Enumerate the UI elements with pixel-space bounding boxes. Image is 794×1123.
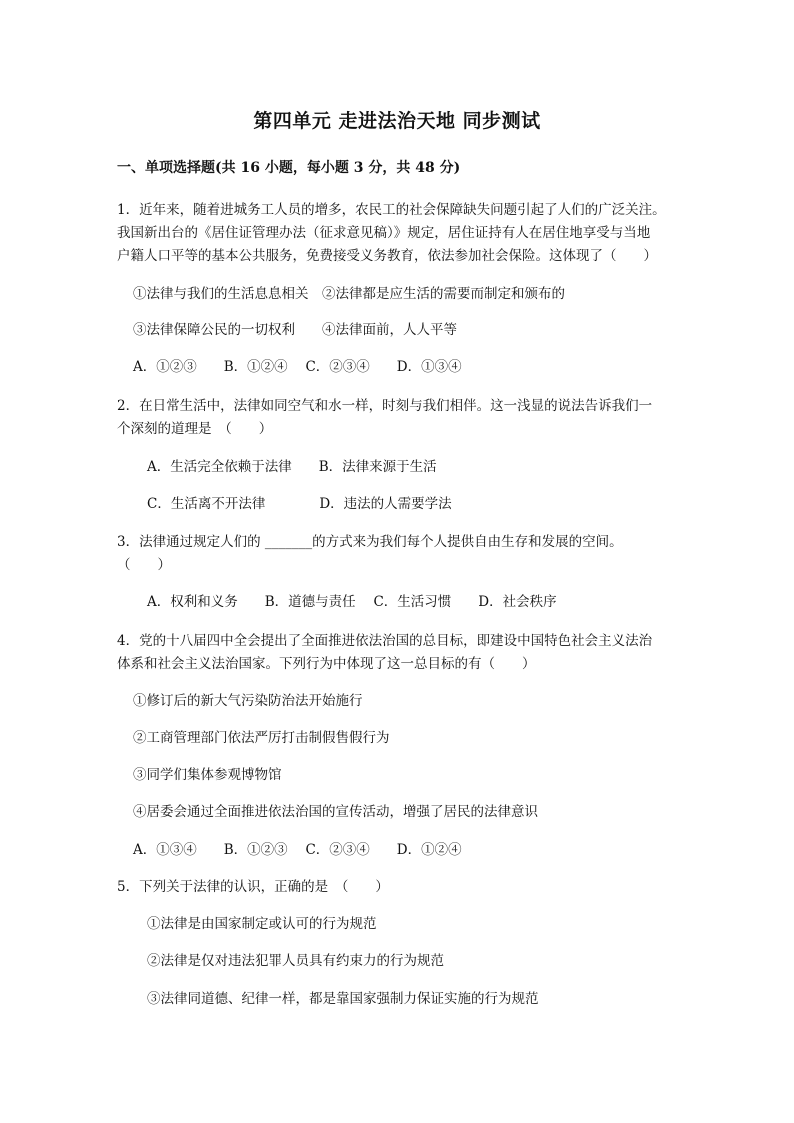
question-3-stem-line-1: 3．法律通过规定人们的 _______的方式来为我们每个人提供自由生存和发展的空间。 [117, 534, 623, 550]
question-1-stem-line-3: 户籍人口平等的基本公共服务，免费接受义务教育，依法参加社会保险。这体现了（ ） [117, 248, 657, 264]
question-2-options-row-1: A．生活完全依赖于法律 B．法律来源于生活 [147, 459, 437, 475]
question-3-stem-line-2: （ ） [117, 557, 171, 573]
question-1-options: A．①②③ B．①②④ C．②③④ D．①③④ [133, 359, 462, 375]
question-5-statement-3: ③法律同道德、纪律一样，都是靠国家强制力保证实施的行为规范 [147, 991, 539, 1007]
page-title: 第四单元 走进法治天地 同步测试 [253, 110, 541, 132]
question-3-options: A．权利和义务 B．道德与责任 C．生活习惯 D．社会秩序 [147, 594, 557, 610]
question-5-statement-2: ②法律是仅对违法犯罪人员具有约束力的行为规范 [147, 953, 444, 969]
question-2-stem-line-2: 个深刻的道理是 （ ） [117, 421, 273, 437]
question-4-statement-4: ④居委会通过全面推进依法治国的宣传活动，增强了居民的法律意识 [133, 804, 538, 820]
question-1-stem-line-1: 1．近年来，随着进城务工人员的增多，农民工的社会保障缺失问题引起了人们的广泛关注。 [117, 202, 666, 218]
question-2-stem-line-1: 2．在日常生活中，法律如同空气和水一样，时刻与我们相伴。这一浅显的说法告诉我们一 [117, 398, 653, 414]
question-4-options: A．①③④ B．①②③ C．②③④ D．①②④ [133, 842, 462, 858]
question-4-stem-line-2: 体系和社会主义法治国家。下列行为中体现了这一总目标的有（ ） [117, 656, 536, 672]
question-4-statement-3: ③同学们集体参观博物馆 [133, 767, 282, 783]
question-4-statement-2: ②工商管理部门依法严厉打击制假售假行为 [133, 730, 390, 746]
section-heading: 一、单项选择题(共 16 小题，每小题 3 分，共 48 分) [117, 160, 461, 176]
question-1-statement-2: ③法律保障公民的一切权利 ④法律面前，人人平等 [133, 322, 457, 338]
question-5-statement-1: ①法律是由国家制定或认可的行为规范 [147, 916, 377, 932]
question-4-statement-1: ①修订后的新大气污染防治法开始施行 [133, 693, 363, 709]
question-5-stem-line-1: 5．下列关于法律的认识，正确的是 （ ） [117, 879, 389, 895]
question-1-statement-1: ①法律与我们的生活息息相关 ②法律都是应生活的需要而制定和颁布的 [133, 286, 565, 302]
question-2-options-row-2: C．生活离不开法律 D．违法的人需要学法 [147, 496, 452, 512]
question-1-stem-line-2: 我国新出台的《居住证管理办法（征求意见稿）》规定，居住证持有人在居住地享受与当地 [117, 225, 651, 241]
question-4-stem-line-1: 4．党的十八届四中全会提出了全面推进依法治国的总目标，即建设中国特色社会主义法治 [117, 633, 653, 649]
